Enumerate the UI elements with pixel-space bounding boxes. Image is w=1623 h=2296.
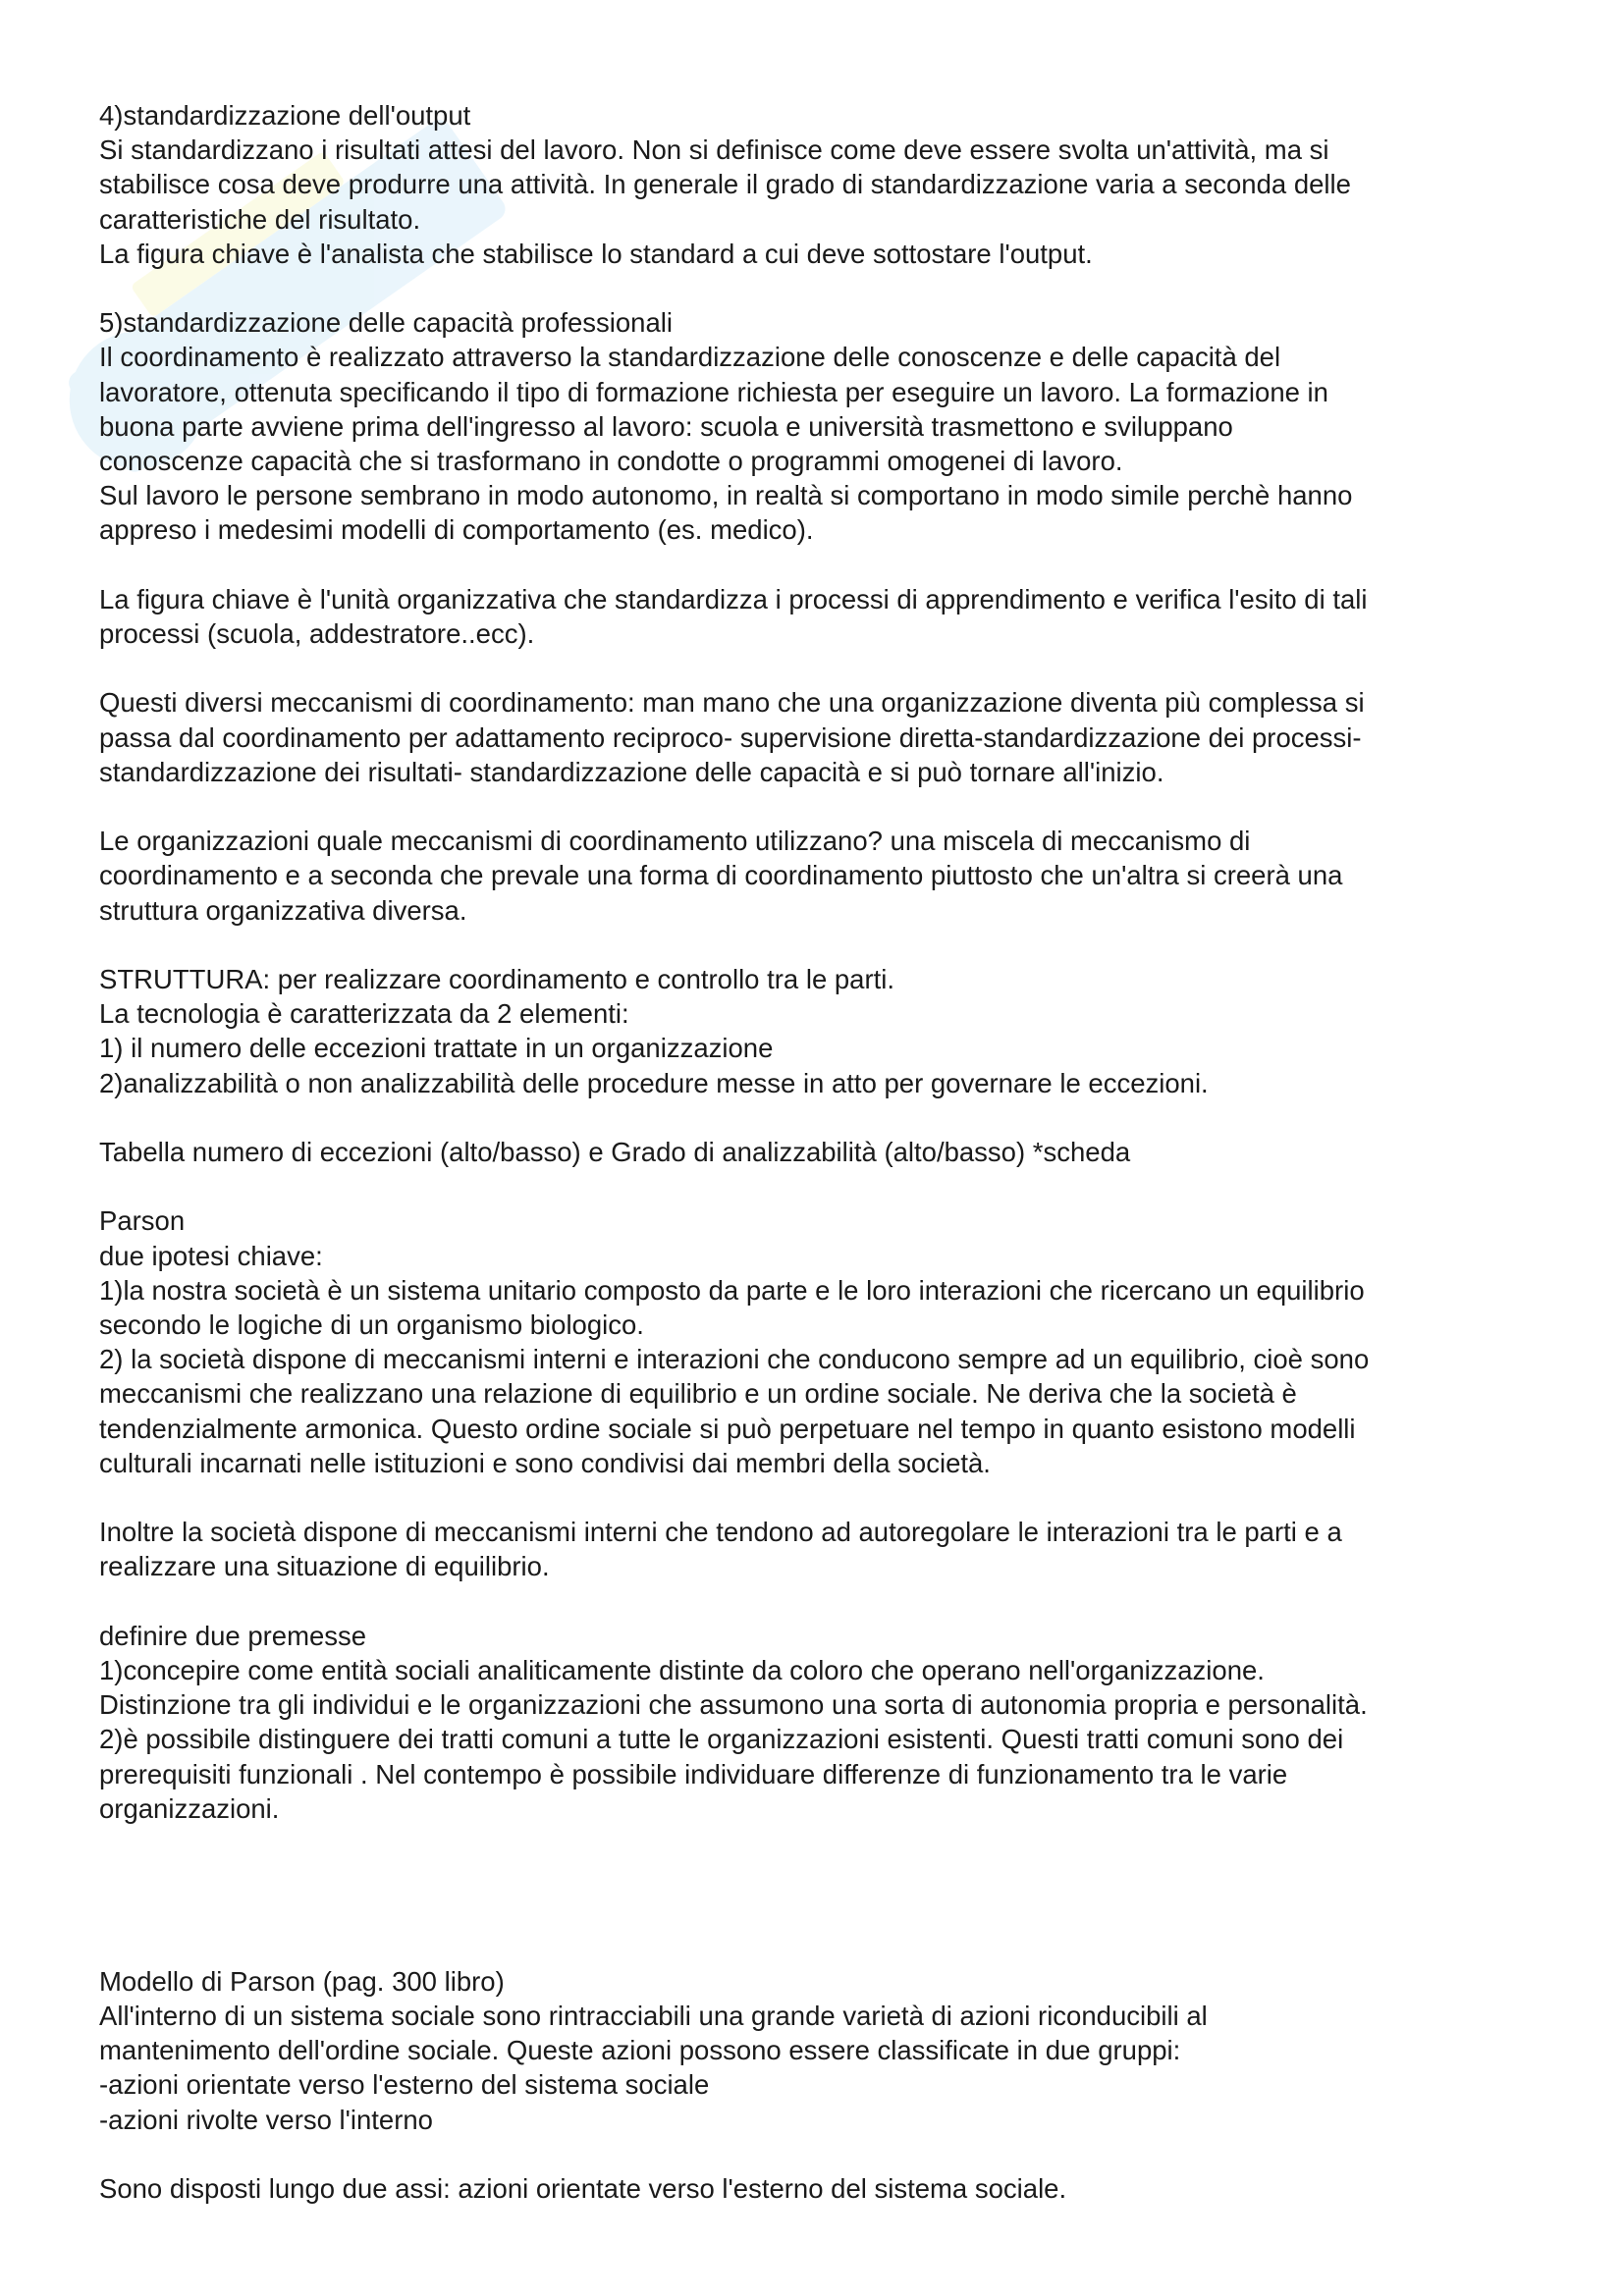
section-premesse (99, 1619, 1533, 1826)
text-line: standardizzazione dei risultati- standardizzazione delle capacità e si può tornare all'inizio. (99, 756, 1164, 787)
text-line: Sul lavoro le persone sembrano in modo autonomo, in realtà si comportano in modo simile perchè hanno (99, 480, 1353, 511)
list-item: 1) il numero delle eccezioni trattate in un organizzazione (99, 1033, 774, 1064)
text-line: culturali incarnati nelle istituzioni e sono condivisi dai membri della società. (99, 1447, 991, 1478)
section-heading: definire due premesse (99, 1620, 367, 1651)
section-struttura (99, 962, 1533, 1100)
section-heading: STRUTTURA: per realizzare coordinamento e controllo tra le parti. (99, 964, 895, 994)
blank-space (99, 1895, 1533, 1963)
list-item: 2)analizzabilità o non analizzabilità delle procedure messe in atto per governare le eccezioni. (99, 1067, 1209, 1098)
list-item: -azioni rivolte verso l'interno (99, 2104, 433, 2135)
text-line: La figura chiave è l'analista che stabilisce lo standard a cui deve sottostare l'output. (99, 238, 1093, 269)
text-line: struttura organizzativa diversa. (99, 894, 467, 926)
text-line: meccanismi che realizzano una relazione di equilibrio e un ordine sociale. Ne deriva che la società è (99, 1378, 1297, 1410)
text-line: mantenimento dell'ordine sociale. Queste azioni possono essere classificate in due gruppi: (99, 2035, 1181, 2066)
section-parson (99, 1203, 1533, 1480)
text-line: conoscenze capacità che si trasformano in condotte o programmi omogenei di lavoro. (99, 446, 1123, 477)
list-item: -azioni orientate verso l'esterno del sistema sociale (99, 2069, 710, 2101)
paragraph-assi (99, 2171, 1533, 2206)
section-heading: 5)standardizzazione delle capacità professionali (99, 307, 673, 339)
paragraph-tabella (99, 1135, 1533, 1169)
text-line: coordinamento e a seconda che prevale una forma di coordinamento piuttosto che un'altra si creerà una (99, 860, 1343, 891)
text-line: organizzazioni. (99, 1792, 280, 1824)
text-line: Sono disposti lungo due assi: azioni orientate verso l'esterno del sistema sociale. (99, 2173, 1067, 2204)
list-item: 2) la società dispone di meccanismi interni e interazioni che conducono sempre ad un equilibrio, cioè sono (99, 1344, 1370, 1375)
text-line: caratteristiche del risultato. (99, 203, 421, 235)
section-heading: Modello di Parson (pag. 300 libro) (99, 1965, 505, 1997)
text-line: La figura chiave è l'unità organizzativa che standardizza i processi di apprendimento e verifica l'esito di tali (99, 583, 1368, 614)
text-line: due ipotesi chiave: (99, 1240, 323, 1271)
text-line: realizzare una situazione di equilibrio. (99, 1551, 550, 1582)
section-standardizzazione-capacita (99, 305, 1533, 547)
text-line: Si standardizzano i risultati attesi del lavoro. Non si definisce come deve essere svolta un'attività, ma si (99, 134, 1329, 166)
text-line: Distinzione tra gli individui e le organizzazioni che assumono una sorta di autonomia propria e personalità. (99, 1689, 1368, 1721)
text-line: Inoltre la società dispone di meccanismi interni che tendono ad autoregolare le interazioni tra le parti e a (99, 1517, 1342, 1548)
text-line: passa dal coordinamento per adattamento reciproco- supervisione diretta-standardizzazione dei processi- (99, 721, 1362, 753)
list-item: 1)la nostra società è un sistema unitario composto da parte e le loro interazioni che ricercano un equilibrio (99, 1274, 1365, 1306)
blank-space (99, 1826, 1533, 1895)
list-item: 1)concepire come entità sociali analiticamente distinte da coloro che operano nell'organizzazione. (99, 1655, 1265, 1685)
paragraph-inoltre (99, 1515, 1533, 1583)
text-line: Tabella numero di eccezioni (alto/basso) e Grado di analizzabilità (alto/basso) *scheda (99, 1137, 1131, 1167)
text-line: Le organizzazioni quale meccanismi di coordinamento utilizzano? una miscela di meccanismo di (99, 826, 1251, 857)
paragraph-meccanismi (99, 685, 1533, 789)
document-body (99, 98, 1533, 2240)
section-heading: 4)standardizzazione dell'output (99, 100, 471, 131)
section-heading: Parson (99, 1205, 186, 1237)
text-line: stabilisce cosa deve produrre una attività. In generale il grado di standardizzazione varia a seconda delle (99, 169, 1351, 200)
text-line: appreso i medesimi modelli di comportamento (es. medico). (99, 514, 814, 546)
paragraph-figura-chiave (99, 582, 1533, 651)
text-line: tendenzialmente armonica. Questo ordine sociale si può perpetuare nel tempo in quanto esistono modelli (99, 1413, 1356, 1444)
text-line: secondo le logiche di un organismo biologico. (99, 1309, 644, 1340)
text-line: La tecnologia è caratterizzata da 2 elementi: (99, 998, 629, 1030)
text-line: processi (scuola, addestratore..ecc). (99, 618, 535, 650)
text-line: All'interno di un sistema sociale sono rintracciabili una grande varietà di azioni riconducibili al (99, 2001, 1208, 2031)
section-standardizzazione-output (99, 98, 1533, 271)
list-item: 2)è possibile distinguere dei tratti comuni a tutte le organizzazioni esistenti. Questi tratti comuni sono dei (99, 1724, 1344, 1755)
text-line: Questi diversi meccanismi di coordinamento: man mano che una organizzazione diventa più complessa si (99, 687, 1365, 719)
text-line: buona parte avviene prima dell'ingresso al lavoro: scuola e università trasmettono e sviluppano (99, 410, 1233, 442)
text-line: lavoratore, ottenuta specificando il tipo di formazione richiesta per eseguire un lavoro. La formazione in (99, 376, 1328, 407)
section-modello-parson (99, 1964, 1533, 2137)
text-line: prerequisiti funzionali . Nel contempo è possibile individuare differenze di funzionamento tra le varie (99, 1758, 1288, 1789)
text-line: Il coordinamento è realizzato attraverso la standardizzazione delle conoscenze e delle capacità del (99, 342, 1281, 373)
paragraph-organizzazioni (99, 824, 1533, 928)
